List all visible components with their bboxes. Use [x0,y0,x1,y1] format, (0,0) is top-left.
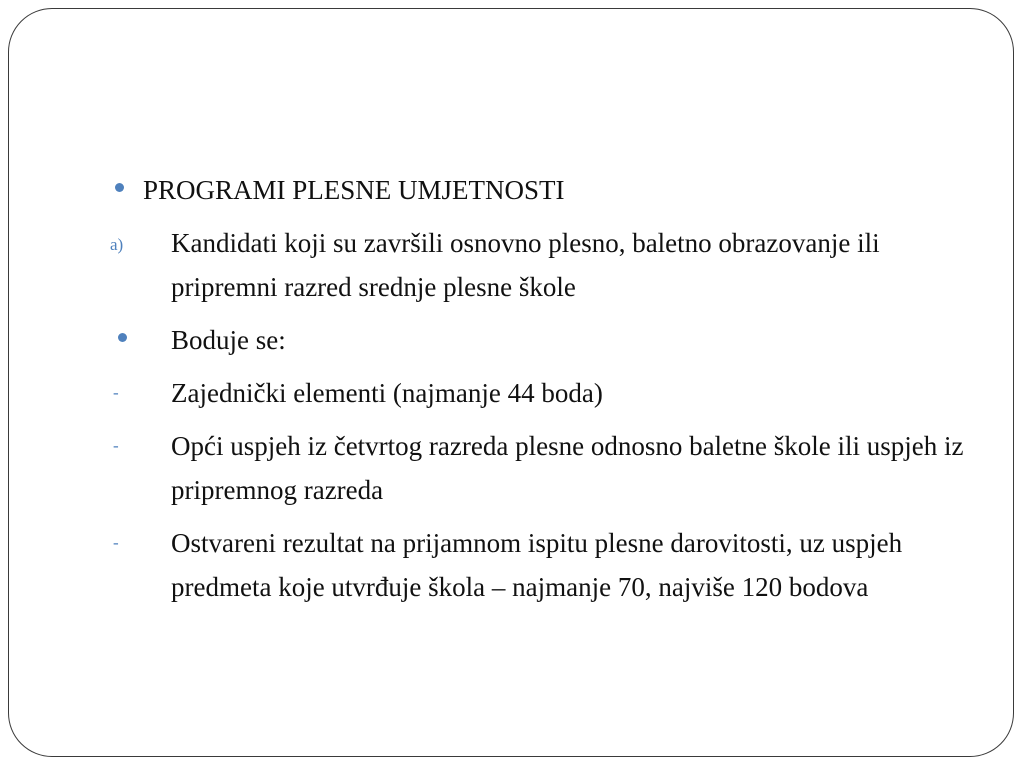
list-item-text: PROGRAMI PLESNE UMJETNOSTI [143,175,565,205]
list-marker: a) [110,235,124,254]
slide-content [110,168,970,618]
list-item-text: Boduje se: [171,325,286,355]
list-item [110,318,970,362]
list-marker: - [113,383,119,402]
bullet-dot-icon [115,183,124,192]
list-item-text: Opći uspjeh iz četvrtog razreda plesne odnosno baletne škole ili uspjeh iz pripremnog razreda [171,431,964,505]
list-item [110,371,970,415]
list-item [110,424,970,512]
list-item-text: Zajednički elementi (najmanje 44 boda) [171,378,603,408]
bullet-dot-icon [118,333,127,342]
list-marker: - [113,436,119,455]
list-item [110,221,970,309]
list-marker: - [113,533,119,552]
list-item-text: Ostvareni rezultat na prijamnom ispitu plesne darovitosti, uz uspjeh predmeta koje utvrđuje škola – najmanje 70, najviše 120 bodova [171,528,903,602]
list-item [110,521,970,609]
list-item [110,168,970,212]
list-item-text: Kandidati koji su završili osnovno plesno, baletno obrazovanje ili pripremni razred srednje plesne škole [171,228,880,302]
